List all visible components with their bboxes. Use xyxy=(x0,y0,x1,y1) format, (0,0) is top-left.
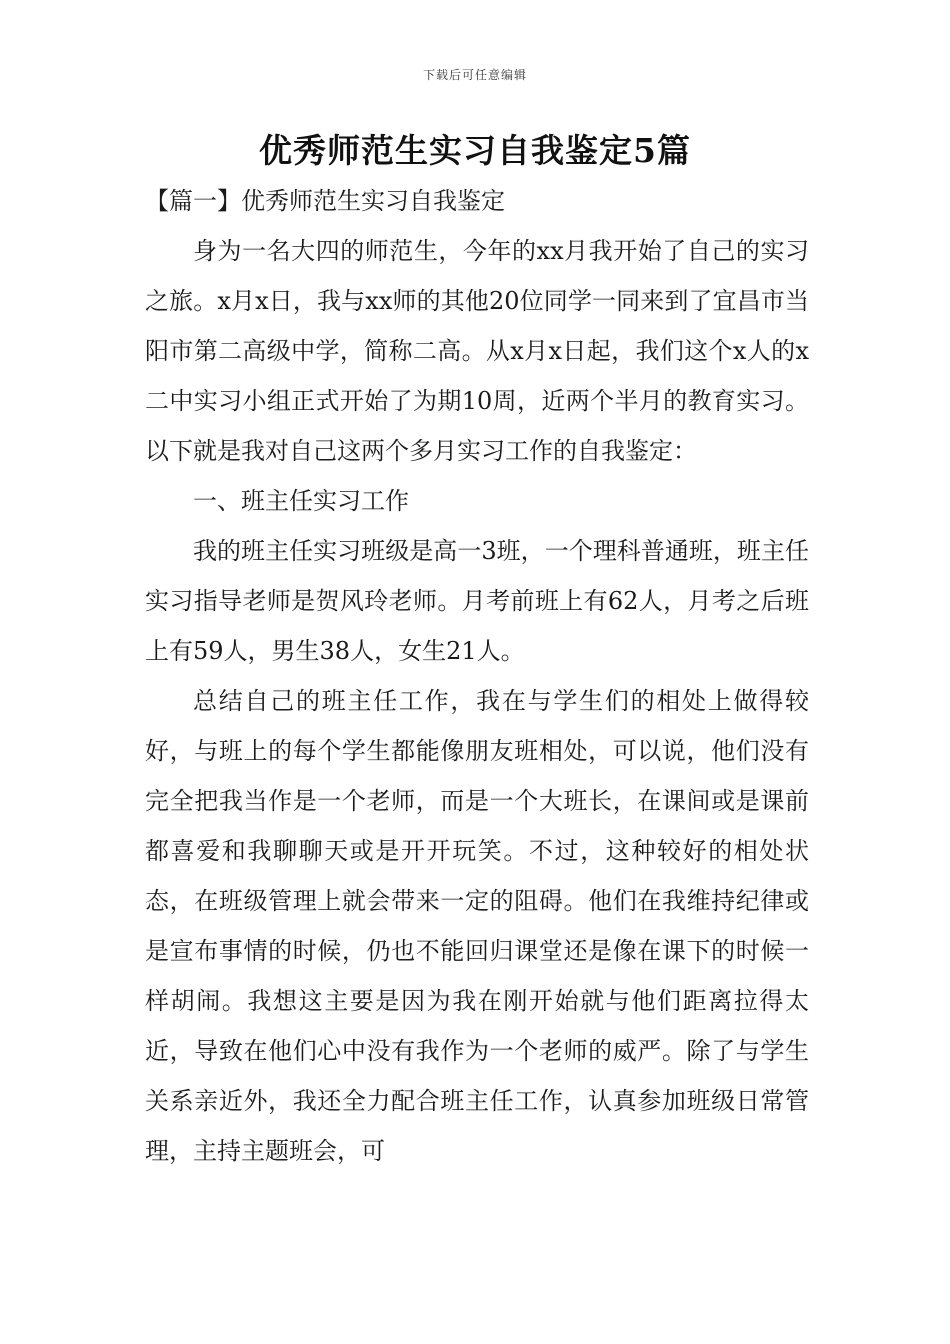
header-note: 下载后可任意编辑 xyxy=(422,68,527,82)
paragraph-summary: 总结自己的班主任工作，我在与学生们的相处上做得较好，与班上的每个学生都能像朋友班相处，可以说，他们没有完全把我当作是一个老师，而是一个大班长，在课间或是课前都喜爱和我聊聊天或是开开玩笑。不过，这种较好的相处状态，在班级管理上就会带来一定的阻碍。他们在我维持纪律或是宣布事情的时候，仍也不能回归课堂还是像在课下的时候一样胡闹。我想这主要是因为我在刚开始就与他们距离拉得太近，导致在他们心中没有我作为一个老师的威严。除了与学生关系亲近外，我还全力配合班主任工作，认真参加班级日常管理，主持主题班会，可 xyxy=(145,687,809,1165)
paragraph-class-info: 我的班主任实习班级是高一3班，一个理科普通班，班主任实习指导老师是贺风玲老师。月考前班上有62人，月考之后班上有59人，男生38人，女生21人。 xyxy=(145,537,809,665)
paragraph-intro: 身为一名大四的师范生，今年的xx月我开始了自己的实习之旅。x月x日，我与xx师的其他20位同学一同来到了宜昌市当阳市第二高级中学，简称二高。从x月x日起，我们这个x人的x二中实习小组正式开始了为期10周，近两个半月的教育实习。以下就是我对自己这两个多月实习工作的自我鉴定： xyxy=(145,237,809,465)
section-heading: 【篇一】优秀师范生实习自我鉴定 xyxy=(145,187,505,215)
subheading-class-teacher-work: 一、班主任实习工作 xyxy=(193,487,409,515)
page-title: 优秀师范生实习自我鉴定5篇 xyxy=(259,131,691,170)
document-body xyxy=(145,180,809,1176)
